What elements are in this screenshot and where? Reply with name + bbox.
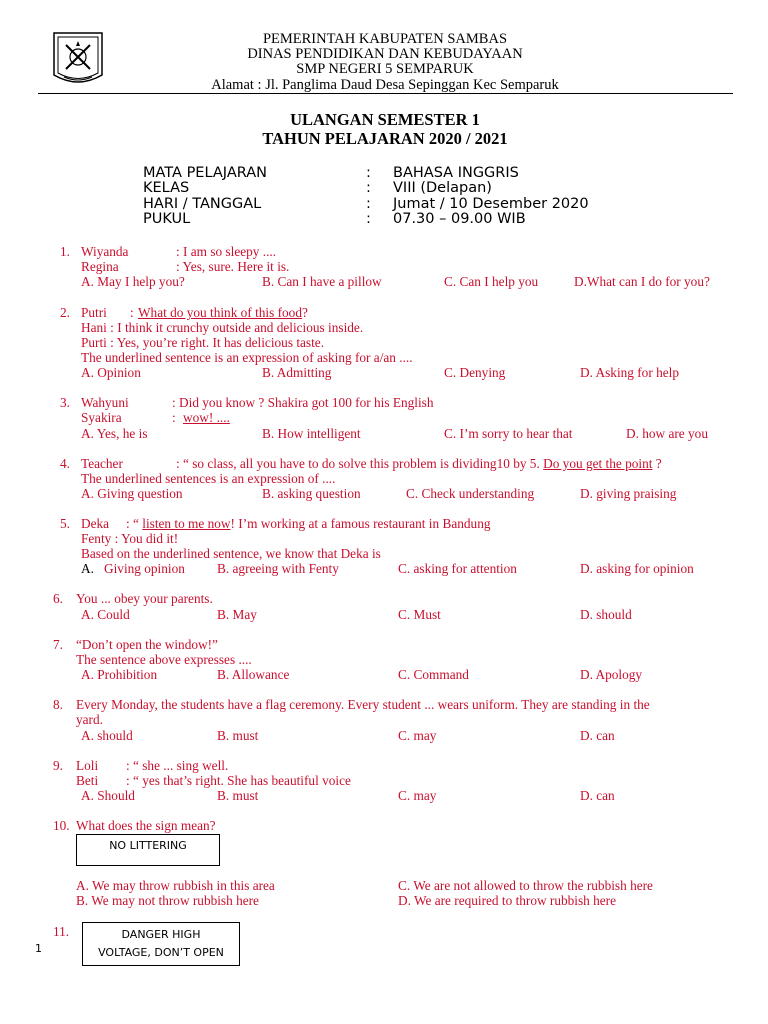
option-c: C. We are not allowed to throw the rubbish here [398, 878, 653, 893]
question-number: 6. [53, 591, 63, 606]
question-number: 2. [60, 305, 70, 320]
option-a: A. We may throw rubbish in this area [76, 878, 275, 893]
question-number: 9. [53, 758, 63, 773]
speaker-line [126, 516, 491, 531]
sign-box [76, 834, 220, 866]
speaker-name: Regina [81, 259, 119, 274]
info-colon: : [366, 165, 371, 181]
dialogue-text: : “ [126, 516, 143, 531]
option-b: B. agreeing with Fenty [217, 561, 339, 576]
speaker-name: Teacher [81, 456, 123, 471]
option-a-letter: A. [81, 561, 94, 576]
option-c: C. I’m sorry to hear that [444, 426, 573, 441]
option-d: D. can [580, 788, 615, 803]
header-address: Alamat : Jl. Panglima Daud Desa Sepinggan Kec Semparuk [211, 77, 559, 93]
question-stem: What does the sign mean? [76, 818, 216, 833]
option-d: D. Asking for help [580, 365, 679, 380]
info-label: KELAS [143, 180, 190, 196]
speaker-name: Syakira [81, 410, 122, 425]
speaker-line: : Did you know ? Shakira got 100 for his English [172, 395, 434, 410]
option-b: B. must [217, 788, 259, 803]
speaker-colon: : [172, 410, 176, 425]
dialogue-line: Hani : I think it crunchy outside and delicious inside. [81, 320, 364, 335]
option-d: D. can [580, 728, 615, 743]
dialogue-text: ! I’m working at a famous restaurant in Bandung [230, 516, 491, 531]
option-a: A. should [81, 728, 133, 743]
option-c: C. Command [398, 667, 469, 682]
info-label: PUKUL [143, 211, 191, 227]
question-number: 8. [53, 697, 63, 712]
exam-year: TAHUN PELAJARAN 2020 / 2021 [262, 129, 508, 148]
option-a: A. Yes, he is [81, 426, 148, 441]
option-b: B. Allowance [217, 667, 290, 682]
speaker-name: Wiyanda [81, 244, 129, 259]
option-a: Giving opinion [104, 561, 185, 576]
question-stem: You ... obey your parents. [76, 591, 213, 606]
question-number: 7. [53, 637, 63, 652]
punctuation: ? [301, 305, 308, 320]
option-a: A. Prohibition [81, 667, 158, 682]
underlined-text: Do you get the point [543, 456, 653, 471]
option-a: A. Should [81, 788, 135, 803]
government-emblem-icon [52, 31, 104, 89]
underlined-expression [138, 305, 308, 320]
info-label: MATA PELAJARAN [143, 165, 267, 181]
speaker-colon: : [130, 305, 134, 320]
speaker-line: : “ yes that’s right. She has beautiful voice [126, 773, 351, 788]
question-number: 1. [60, 244, 70, 259]
option-b: B. must [217, 728, 259, 743]
sign-text: NO LITTERING [109, 839, 187, 852]
option-a: A. May I help you? [81, 274, 185, 289]
sign-text-line-2: VOLTAGE, DON’T OPEN [98, 946, 224, 959]
question-number: 3. [60, 395, 70, 410]
underlined-text: What do you think of this food [138, 305, 302, 320]
question-number: 5. [60, 516, 70, 531]
option-b: B. May [217, 607, 257, 622]
option-b: B. How intelligent [262, 426, 361, 441]
info-colon: : [366, 180, 371, 196]
option-b: B. Admitting [262, 365, 332, 380]
question-stem: The underlined sentences is an expression of .... [81, 471, 336, 486]
question-number: 11. [53, 924, 70, 939]
dialogue-line: Fenty : You did it! [81, 531, 179, 546]
option-c: C. may [398, 788, 437, 803]
info-value: VIII (Delapan) [393, 180, 492, 196]
page-number: 1 [35, 942, 42, 955]
header-line-2: DINAS PENDIDIKAN DAN KEBUDAYAAN [247, 46, 523, 62]
option-c: C. may [398, 728, 437, 743]
question-stem: Every Monday, the students have a flag ceremony. Every student ... wears uniform. They are standing in the [76, 697, 650, 712]
speaker-name: Beti [76, 773, 99, 788]
exam-title: ULANGAN SEMESTER 1 [290, 110, 480, 129]
punctuation: ? [652, 456, 662, 471]
question-stem: The underlined sentence is an expression of asking for a/an .... [81, 350, 413, 365]
question-number: 4. [60, 456, 70, 471]
question-stem: “Don’t open the window!” [76, 637, 218, 652]
header-line-1: PEMERINTAH KABUPATEN SAMBAS [262, 31, 508, 47]
speaker-line: : I am so sleepy .... [176, 244, 277, 259]
option-a: A. Giving question [81, 486, 183, 501]
info-value: Jumat / 10 Desember 2020 [393, 196, 589, 212]
dialogue-line: Purti : Yes, you’re right. It has delicious taste. [81, 335, 325, 350]
speaker-name: Deka [81, 516, 110, 531]
option-c: C. asking for attention [398, 561, 517, 576]
question-number: 10. [53, 818, 70, 833]
option-d: D.What can I do for you? [574, 274, 710, 289]
option-d: D. We are required to throw rubbish here [398, 893, 617, 908]
info-colon: : [366, 196, 371, 212]
header-divider [38, 93, 733, 94]
question-prompt: The sentence above expresses .... [76, 652, 252, 667]
option-d: D. Apology [580, 667, 643, 682]
option-b: B. We may not throw rubbish here [76, 893, 259, 908]
speaker-line: : “ she ... sing well. [126, 758, 229, 773]
header-line-3: SMP NEGERI 5 SEMPARUK [296, 61, 474, 77]
info-value: BAHASA INGGRIS [393, 165, 519, 181]
option-c: C. Can I help you [444, 274, 539, 289]
option-d: D. asking for opinion [580, 561, 694, 576]
speaker-line: : Yes, sure. Here it is. [176, 259, 290, 274]
sign-text-line-1: DANGER HIGH [121, 928, 201, 941]
underlined-text: wow! .... [183, 410, 230, 425]
underlined-text: listen to me now [142, 516, 231, 531]
option-c: C. Must [398, 607, 441, 622]
option-a: A. Opinion [81, 365, 141, 380]
option-c: C. Denying [444, 365, 506, 380]
option-b: B. Can I have a pillow [262, 274, 382, 289]
option-d: D. giving praising [580, 486, 677, 501]
question-stem-continued: yard. [76, 712, 103, 727]
question-stem: Based on the underlined sentence, we know that Deka is [81, 546, 381, 561]
speaker-line [176, 456, 662, 471]
option-a: A. Could [81, 607, 130, 622]
speaker-name: Wahyuni [81, 395, 129, 410]
speaker-name: Putri [81, 305, 107, 320]
option-c: C. Check understanding [406, 486, 535, 501]
option-d: D. should [580, 607, 632, 622]
info-colon: : [366, 211, 371, 227]
dialogue-text: : “ so class, all you have to do solve this problem is dividing10 by 5. [176, 456, 544, 471]
option-d: D. how are you [626, 426, 708, 441]
option-b: B. asking question [262, 486, 361, 501]
info-value: 07.30 – 09.00 WIB [393, 211, 526, 227]
sign-box [82, 922, 240, 966]
info-label: HARI / TANGGAL [143, 196, 262, 212]
speaker-name: Loli [76, 758, 99, 773]
